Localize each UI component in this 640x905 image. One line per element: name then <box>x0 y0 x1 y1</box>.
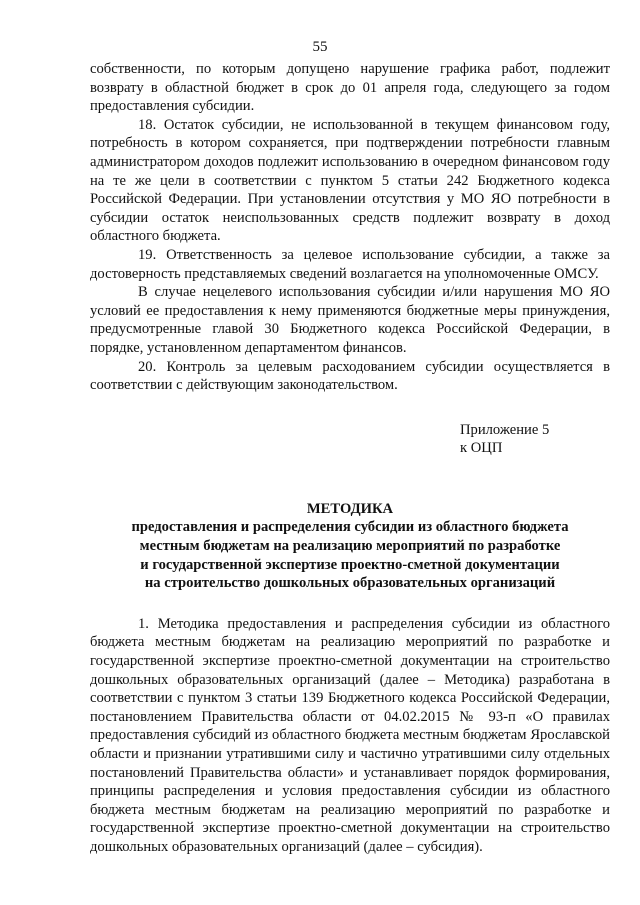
appendix-label <box>460 421 610 458</box>
paragraph-19: 19. Ответственность за целевое использование субсидии, а также за достоверность представляемых сведений возлагается на уполномоченные ОМСУ. <box>90 246 610 282</box>
paragraph-continuation: собственности, по которым допущено нарушение графика работ, подлежит возврату в областной бюджет в срок до 01 апреля года, следующего за годом предоставления субсидии. <box>90 61 610 115</box>
methodology-title <box>90 500 610 593</box>
paragraph-20: 20. Контроль за целевым расходованием субсидии осуществляется в соответствии с действующим законодательством. <box>90 358 610 394</box>
title-line-1: предоставления и распределения субсидии из областного бюджета <box>131 519 569 536</box>
paragraph-method-1: 1. Методика предоставления и распределения субсидии из областного бюджета местным бюджетам на реализацию мероприятий по разработке и государственной экспертизе проектно-сметной документации на строительство дошкольных образовательных организаций (далее – Методика) разработана в соответствии с пунктом 3 статьи 139 Бюджетного кодекса Российской Федерации, постановлением Правительства области от 04.02.2015 № 93-п «О правилах предоставления субсидий из областного бюджета местным бюджетам Ярославской области и признании утратившими силу и частично утратившими силу отдельных постановлений Правительства области» и устанавливает порядок формирования, принципы распределения и условия предоставления субсидии из областного бюджета местным бюджетам на реализацию мероприятий по разработке и государственной экспертизе проектно-сметной документации на строительство дошкольных образовательных организаций (далее – субсидия). <box>90 615 610 855</box>
title-line-3: и государственной экспертизе проектно-сметной документации <box>140 556 560 573</box>
paragraph-18: 18. Остаток субсидии, не использованной в текущем финансовом году, потребность в котором сохраняется, при подтверждении потребности главным администратором доходов подлежит использованию в очередном финансовом году на те же цели в соответствии с пунктом 5 статьи 242 Бюджетного кодекса Российской Федерации. При установлении отсутствия у МО ЯО потребности в субсидии остаток неиспользованных средств подлежит возврату в доход областного бюджета. <box>90 116 610 245</box>
page-number: 55 <box>312 39 328 55</box>
paragraph-misuse: В случае нецелевого использования субсидии и/или нарушения МО ЯО условий ее предоставления к нему применяются бюджетные меры принуждения, предусмотренные главой 30 Бюджетного кодекса Российской Федерации, в порядке, установленном департаментом финансов. <box>90 284 610 356</box>
appendix-line-2: к ОЦП <box>460 440 503 457</box>
title-line-2: местным бюджетам на реализацию мероприятий по разработке <box>139 538 561 555</box>
document-body <box>90 60 610 857</box>
title-heading: МЕТОДИКА <box>306 500 394 517</box>
appendix-line-1: Приложение 5 <box>460 421 550 438</box>
title-line-4: на строительство дошкольных образовательных организаций <box>144 575 556 592</box>
